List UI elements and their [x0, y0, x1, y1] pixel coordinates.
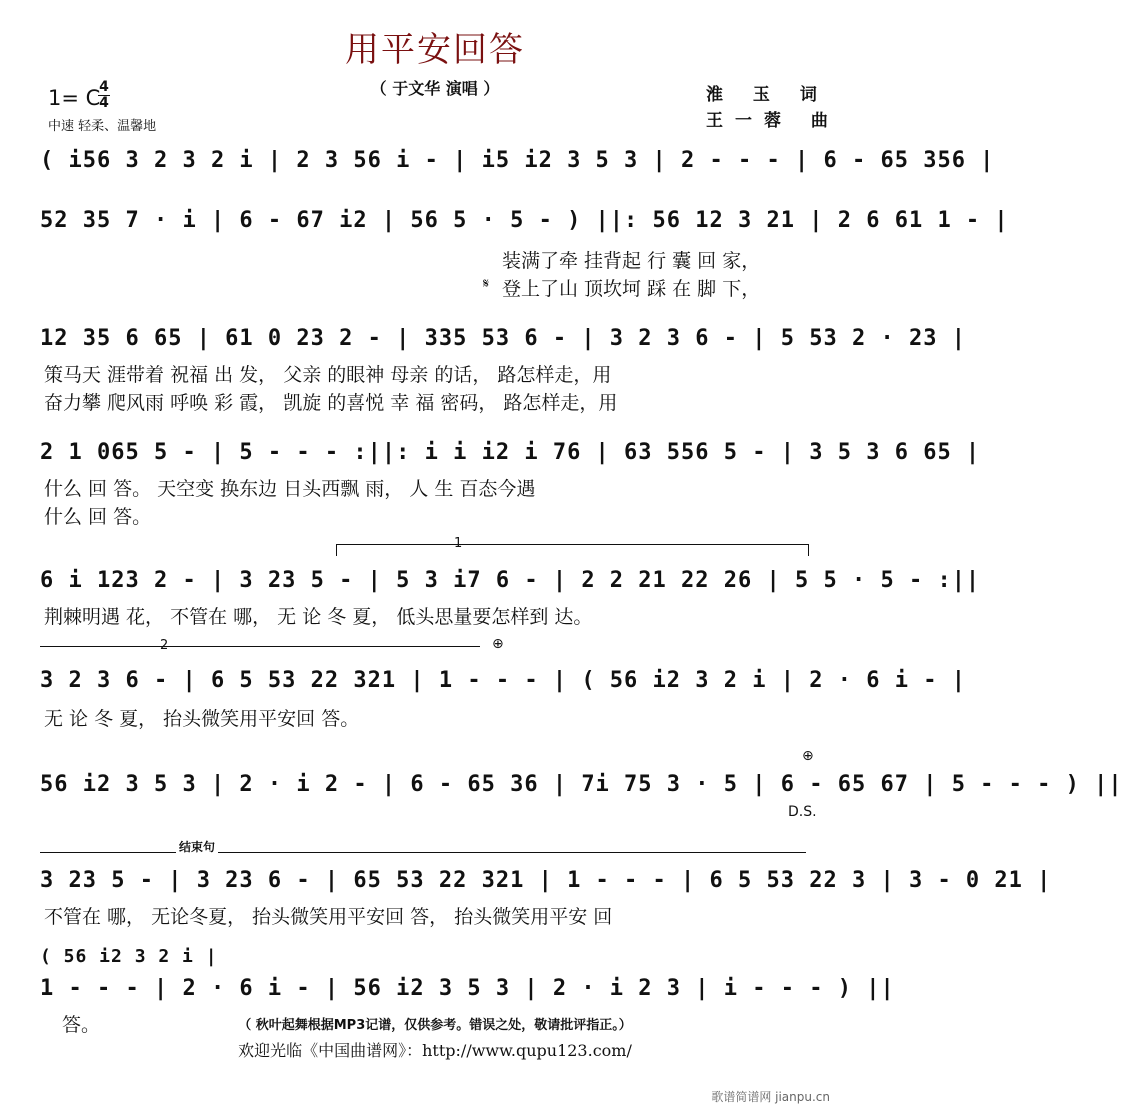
score-row-7: 56 i2 3 5 3 | 2 · i 2 - | 6 - 65 36 | 7i 75 3 · 5 | 6 - 65 67 | 5 - - - ) ||	[40, 772, 1123, 797]
composer-credit: 王一蓉 曲	[706, 111, 840, 131]
lyric-line-5: 什么 回 答。 天空变 换东边 日头西飘 雨， 人 生 百态今遇	[44, 478, 536, 500]
volta-2-bracket	[40, 646, 480, 647]
lyric-line-2: 登上了山 顶坎坷 踩 在 脚 下，	[502, 278, 761, 300]
lyric-line-10: 答。	[62, 1014, 101, 1036]
page-title: 用平安回答	[345, 30, 525, 70]
time-signature	[98, 80, 110, 111]
ending-bracket	[40, 852, 806, 853]
transcription-note: （ 秋叶起舞根据MP3记谱，仅供参考。错误之处，敬请批评指正。）	[238, 1018, 632, 1033]
volta-1-end	[808, 544, 809, 556]
score-row-5: 6 i 123 2 - | 3 23 5 - | 5 3 i7 6 - | 2 2 21 22 26 | 5 5 · 5 - :||	[40, 568, 981, 593]
score-row-2: 52 35 7 · i | 6 - 67 i2 | 56 5 · 5 - ) ||: 56 12 3 21 | 2 6 61 1 - |	[40, 208, 1009, 233]
score-row-6: 3 2 3 6 - | 6 5 53 22 321 | 1 - - - | ( 56 i2 3 2 i | 2 · 6 i - |	[40, 668, 966, 693]
score-row-3: 12 35 6 65 | 61 0 23 2 - | 335 53 6 - | 3 2 3 6 - | 5 53 2 · 23 |	[40, 326, 966, 351]
key-signature: 1= C	[48, 86, 101, 110]
meter-bottom: 4	[99, 95, 109, 111]
coda-mark-1: ⊕	[492, 636, 504, 652]
coda-mark-2: ⊕	[802, 748, 814, 764]
singer-credit: （ 于文华 演唱 ）	[370, 79, 500, 98]
ending-label: 结束句	[176, 838, 218, 855]
lyric-line-6: 什么 回 答。	[44, 506, 152, 528]
score-row-8: 3 23 5 - | 3 23 6 - | 65 53 22 321 | 1 - - - | 6 5 53 22 3 | 3 - 0 21 |	[40, 868, 1052, 893]
lyric-line-7: 荆棘明遇 花， 不管在 哪， 无 论 冬 夏， 低头思量要怎样到 达。	[44, 606, 593, 628]
segno-mark: 𝄋	[483, 276, 490, 292]
volta-1-bracket	[336, 544, 808, 545]
score-row-1: ( i56 3 2 3 2 i | 2 3 56 i - | i5 i2 3 5 3 | 2 - - - | 6 - 65 356 |	[40, 148, 995, 173]
lyric-line-9: 不管在 哪， 无论冬夏， 抬头微笑用平安回 答， 抬头微笑用平安 回	[44, 906, 613, 928]
tempo-marking: 中速 轻柔、温馨地	[48, 119, 157, 134]
score-row-9: ( 56 i2 3 2 i |	[40, 946, 218, 967]
meter-top: 4	[99, 79, 109, 95]
watermark: 歌谱简谱网 jianpu.cn	[711, 1090, 830, 1104]
volta-2-number: 2	[160, 638, 169, 653]
lyric-line-1: 装满了牵 挂背起 行 囊 回 家，	[502, 250, 761, 272]
welcome-line: 欢迎光临《中国曲谱网》：http://www.qupu123.com/	[238, 1041, 632, 1060]
score-row-10: 1 - - - | 2 · 6 i - | 56 i2 3 5 3 | 2 · i 2 3 | i - - - ) ||	[40, 976, 895, 1001]
lyric-line-8: 无 论 冬 夏， 抬头微笑用平安回 答。	[44, 708, 360, 730]
lyricist-credit: 淮 玉 词	[706, 85, 829, 105]
ds-marking: D.S.	[788, 804, 817, 820]
volta-1-number: 1	[454, 536, 463, 551]
score-row-4: 2 1 065 5 - | 5 - - - :||: i i i2 i 76 | 63 556 5 - | 3 5 3 6 65 |	[40, 440, 981, 465]
lyric-line-4: 奋力攀 爬风雨 呼唤 彩 霞， 凯旋 的喜悦 幸 福 密码， 路怎样走，用	[44, 392, 618, 414]
lyric-line-3: 策马天 涯带着 祝福 出 发， 父亲 的眼神 母亲 的话， 路怎样走，用	[44, 364, 612, 386]
volta-1-start	[336, 544, 337, 556]
